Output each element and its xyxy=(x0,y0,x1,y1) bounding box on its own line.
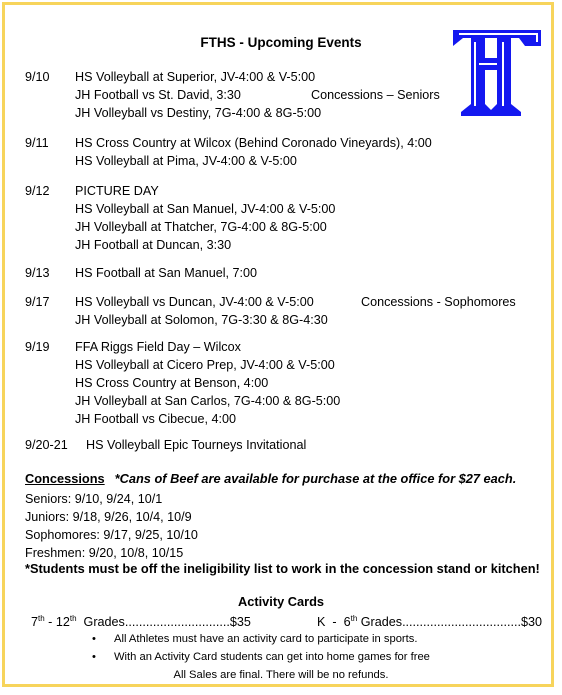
event-line: JH Volleyball at Solomon, 7G-3:30 & 8G-4:30 xyxy=(75,313,328,327)
flyer-frame xyxy=(2,2,554,687)
bullet-item: • All Athletes must have an activity card to participate in sports. xyxy=(92,633,418,645)
event-line: HS Volleyball at Pima, JV-4:00 & V-5:00 xyxy=(75,154,297,168)
concession-class-sophomores: Sophomores: 9/17, 9/25, 10/10 xyxy=(25,528,198,542)
event-date: 9/12 xyxy=(25,184,50,198)
event-line: FFA Riggs Field Day – Wilcox xyxy=(75,340,241,354)
ft-monogram-logo-icon xyxy=(449,24,545,118)
event-line: JH Football vs St. David, 3:30 xyxy=(75,88,241,102)
activity-cards-title: Activity Cards xyxy=(237,594,325,609)
ineligibility-warning: *Students must be off the ineligibility list to work in the concession stand or kitchen! xyxy=(25,561,540,576)
event-date: 9/20-21 xyxy=(25,438,68,452)
event-line: HS Cross Country at Wilcox (Behind Coronado Vineyards), 4:00 xyxy=(75,136,432,150)
event-line: PICTURE DAY xyxy=(75,184,159,198)
event-date: 9/11 xyxy=(25,136,49,150)
concessions-assignment: Concessions - Sophomores xyxy=(361,295,516,309)
bullet-icon: • xyxy=(92,651,96,663)
event-date: 9/19 xyxy=(25,340,50,354)
event-line: HS Volleyball at Superior, JV-4:00 & V-5:00 xyxy=(75,70,316,84)
concession-class-freshmen: Freshmen: 9/20, 10/8, 10/15 xyxy=(25,546,184,560)
event-date: 9/13 xyxy=(25,266,50,280)
event-line: HS Football at San Manuel, 7:00 xyxy=(75,266,258,280)
event-line: JH Volleyball at Thatcher, 7G-4:00 & 8G-5:00 xyxy=(75,220,327,234)
event-line: JH Football at Duncan, 3:30 xyxy=(75,238,232,252)
bullet-icon: • xyxy=(92,633,96,645)
concession-class-juniors: Juniors: 9/18, 9/26, 10/4, 10/9 xyxy=(25,510,192,524)
event-line: HS Volleyball vs Duncan, JV-4:00 & V-5:00 xyxy=(75,295,314,309)
event-line: HS Volleyball at Cicero Prep, JV-4:00 & V-5:00 xyxy=(75,358,335,372)
concessions-assignment: Concessions – Seniors xyxy=(311,88,440,102)
no-refunds-note: All Sales are final. There will be no refunds. xyxy=(173,669,389,681)
concessions-heading-row xyxy=(25,471,516,486)
event-line: JH Football vs Cibecue, 4:00 xyxy=(75,412,237,426)
concession-class-seniors: Seniors: 9/10, 9/24, 10/1 xyxy=(25,492,163,506)
event-line: HS Volleyball at San Manuel, JV-4:00 & V-5:00 xyxy=(75,202,336,216)
event-line: HS Volleyball Epic Tourneys Invitational xyxy=(86,438,307,452)
concessions-heading: Concessions xyxy=(25,471,105,486)
cans-of-beef-note: *Cans of Beef are available for purchase at the office for $27 each. xyxy=(114,471,517,486)
bullet-item: • With an Activity Card students can get into home games for free xyxy=(92,651,430,663)
event-line: HS Cross Country at Benson, 4:00 xyxy=(75,376,269,390)
grades-k-6-price: K - 6th Grades..................................$30 xyxy=(317,614,543,629)
event-date: 9/10 xyxy=(25,70,50,84)
event-line: JH Volleyball at San Carlos, 7G-4:00 & 8G-5:00 xyxy=(75,394,341,408)
event-date: 9/17 xyxy=(25,295,50,309)
grades-7-12-price: 7th - 12th Grades..............................$35 xyxy=(31,614,251,629)
page-title: FTHS - Upcoming Events xyxy=(200,35,362,50)
event-line: JH Volleyball vs Destiny, 7G-4:00 & 8G-5:00 xyxy=(75,106,322,120)
